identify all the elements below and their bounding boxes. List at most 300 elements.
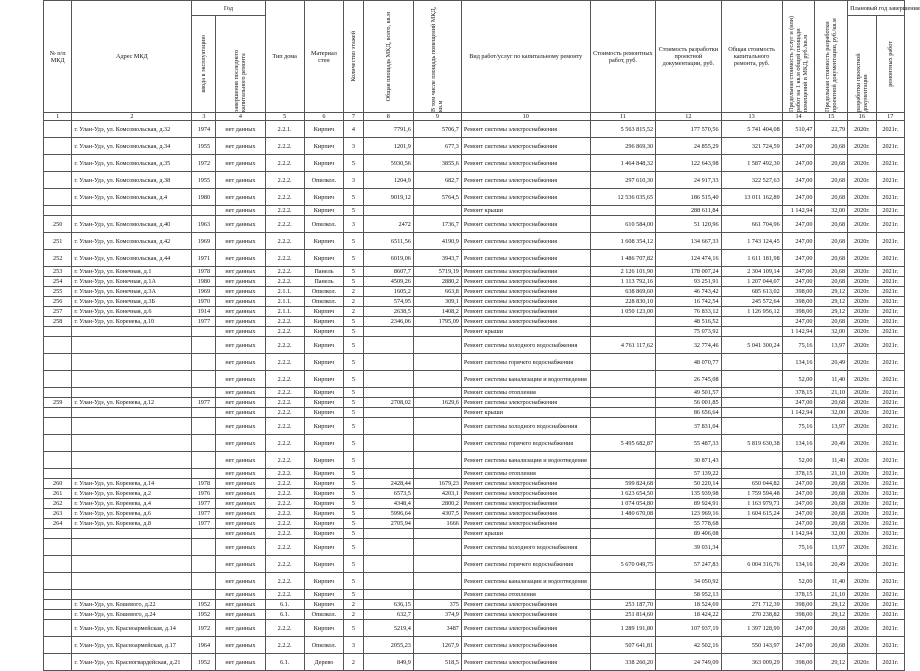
cell-addr: [72, 590, 192, 600]
cell-c2: 32 774,46: [656, 337, 721, 354]
cell-fl: 5: [344, 277, 364, 287]
cell-addr: г. Улан-Удэ, ул. Коренева, д.10: [72, 317, 192, 327]
column-number-cell: 9: [413, 113, 461, 121]
cell-y2: нет данных: [216, 388, 265, 398]
cell-type: 2.2.2.: [265, 637, 304, 654]
cell-area: 2638,5: [363, 307, 413, 317]
cell-c1: [590, 354, 655, 371]
cell-y1: 1969: [192, 233, 216, 250]
cell-c3: 1 397 128,99: [721, 620, 782, 637]
cell-y2: нет данных: [216, 590, 265, 600]
cell-y1: 1980: [192, 189, 216, 206]
cell-c3: [721, 469, 782, 479]
cell-addr: г. Улан-Удэ, ул. Комсомольская, д.40: [72, 216, 192, 233]
table-row: [44, 529, 905, 539]
cell-area: 2705,94: [363, 519, 413, 529]
cell-work: Ремонт системы электроснабжения: [461, 287, 590, 297]
cell-area2: 4307,5: [413, 509, 461, 519]
cell-n: 258: [44, 317, 72, 327]
cell-type: 2.2.2.: [265, 172, 304, 189]
cell-p2: 2021г.: [876, 354, 905, 371]
header-cell-year-built: ввода в эксплуатацию: [192, 16, 216, 113]
cell-area: [363, 556, 413, 573]
cell-area2: [413, 469, 461, 479]
cell-area2: [413, 452, 461, 469]
cell-addr: г. Улан-Удэ, ул. Конечная, д.3А: [72, 287, 192, 297]
cell-type: 2.2.2.: [265, 337, 304, 354]
cell-p2: 2021г.: [876, 509, 905, 519]
cell-mat: Опилкол.: [304, 287, 343, 297]
cell-c3: [721, 206, 782, 216]
cell-c3: 270 238,82: [721, 610, 782, 620]
cell-area: 849,9: [363, 654, 413, 671]
cell-area2: 677,3: [413, 138, 461, 155]
header-cell-limit-docs: Предельная стоимость разработки проектной документации, руб./кв.м: [815, 1, 848, 113]
cell-type: 2.2.2.: [265, 590, 304, 600]
cell-p1: 2020г.: [848, 277, 876, 287]
cell-addr: г. Улан-Удэ, ул. Красноармейская, д.17: [72, 637, 192, 654]
cell-y1: [192, 529, 216, 539]
cell-c2: 89 924,91: [656, 499, 721, 509]
cell-l2: 20,49: [815, 556, 848, 573]
cell-type: 2.2.2.: [265, 317, 304, 327]
cell-c3: 650 044,82: [721, 479, 782, 489]
cell-p2: 2021г.: [876, 556, 905, 573]
table-row: [44, 499, 905, 509]
cell-y2: нет данных: [216, 499, 265, 509]
cell-mat: Опилкол.: [304, 216, 343, 233]
cell-type: 2.2.2.: [265, 277, 304, 287]
cell-p1: 2020г.: [848, 620, 876, 637]
cell-area2: 518,5: [413, 654, 461, 671]
cell-p1: 2020г.: [848, 297, 876, 307]
column-number-cell: 1: [44, 113, 72, 121]
cell-p2: 2021г.: [876, 121, 905, 138]
cell-p1: 2020г.: [848, 371, 876, 388]
cell-p1: 2020г.: [848, 469, 876, 479]
cell-addr: [72, 327, 192, 337]
cell-addr: г. Улан-Удэ, ул. Комсомольская, д.42: [72, 233, 192, 250]
cell-c1: 228 830,10: [590, 297, 655, 307]
cell-l1: 247,00: [782, 489, 815, 499]
cell-p2: 2021г.: [876, 408, 905, 418]
cell-c3: 1 587 492,30: [721, 155, 782, 172]
cell-l1: 378,15: [782, 388, 815, 398]
cell-l2: 20,68: [815, 479, 848, 489]
cell-l1: 247,00: [782, 277, 815, 287]
cell-n: [44, 590, 72, 600]
cell-l1: 247,00: [782, 216, 815, 233]
cell-area2: 3855,6: [413, 155, 461, 172]
cell-p1: 2020г.: [848, 267, 876, 277]
cell-n: 253: [44, 267, 72, 277]
cell-area: 8607,7: [363, 267, 413, 277]
cell-n: 261: [44, 489, 72, 499]
cell-area: 4509,26: [363, 277, 413, 287]
cell-c1: 253 187,70: [590, 600, 655, 610]
cell-y2: нет данных: [216, 216, 265, 233]
cell-n: 257: [44, 307, 72, 317]
cell-p2: 2021г.: [876, 499, 905, 509]
cell-area2: [413, 590, 461, 600]
cell-c3: [721, 327, 782, 337]
cell-c1: [590, 327, 655, 337]
cell-fl: 5: [344, 337, 364, 354]
cell-y2: нет данных: [216, 277, 265, 287]
cell-c1: 1 464 848,32: [590, 155, 655, 172]
cell-type: 2.2.2.: [265, 216, 304, 233]
cell-l2: 20,68: [815, 216, 848, 233]
cell-addr: [72, 529, 192, 539]
cell-work: Ремонт системы электроснабжения: [461, 637, 590, 654]
cell-p2: 2021г.: [876, 637, 905, 654]
cell-y1: [192, 556, 216, 573]
table-row: [44, 452, 905, 469]
cell-type: 2.2.2.: [265, 418, 304, 435]
cell-y1: [192, 590, 216, 600]
cell-l1: 247,00: [782, 189, 815, 206]
cell-area2: [413, 529, 461, 539]
cell-l1: 247,00: [782, 499, 815, 509]
cell-l1: 398,00: [782, 610, 815, 620]
cell-fl: 5: [344, 418, 364, 435]
cell-y1: 1977: [192, 317, 216, 327]
cell-l2: 21,10: [815, 590, 848, 600]
cell-type: 2.2.2.: [265, 267, 304, 277]
cell-work: Ремонт системы электроснабжения: [461, 155, 590, 172]
cell-n: 252: [44, 250, 72, 267]
cell-c2: 122 643,98: [656, 155, 721, 172]
cell-area2: [413, 327, 461, 337]
cell-c3: 1 604 615,24: [721, 509, 782, 519]
cell-addr: [72, 573, 192, 590]
cell-type: 2.1.1.: [265, 287, 304, 297]
cell-fl: 5: [344, 267, 364, 277]
cell-area2: [413, 418, 461, 435]
cell-n: [44, 337, 72, 354]
cell-c1: 1 113 792,16: [590, 277, 655, 287]
cell-p1: 2020г.: [848, 600, 876, 610]
cell-n: [44, 529, 72, 539]
cell-l2: 20,68: [815, 620, 848, 637]
cell-mat: Панель: [304, 277, 343, 287]
cell-c2: 18 524,69: [656, 600, 721, 610]
cell-addr: [72, 469, 192, 479]
column-number-cell: 11: [590, 113, 655, 121]
cell-mat: Кирпич: [304, 452, 343, 469]
cell-mat: Кирпич: [304, 469, 343, 479]
cell-fl: 2: [344, 297, 364, 307]
cell-p2: 2021г.: [876, 155, 905, 172]
cell-c3: [721, 371, 782, 388]
cell-l2: 20,68: [815, 233, 848, 250]
cell-y1: 1977: [192, 499, 216, 509]
cell-l2: 29,12: [815, 307, 848, 317]
cell-c3: [721, 418, 782, 435]
cell-area2: 2880,2: [413, 277, 461, 287]
cell-fl: 5: [344, 539, 364, 556]
cell-p1: 2020г.: [848, 509, 876, 519]
cell-c2: 50 220,14: [656, 479, 721, 489]
cell-y2: нет данных: [216, 189, 265, 206]
cell-c2: 124 474,16: [656, 250, 721, 267]
cell-area: 1204,9: [363, 172, 413, 189]
cell-c1: 610 584,00: [590, 216, 655, 233]
cell-fl: 5: [344, 206, 364, 216]
cell-p1: 2020г.: [848, 590, 876, 600]
cell-area: [363, 435, 413, 452]
cell-type: 2.2.2.: [265, 499, 304, 509]
cell-y2: нет данных: [216, 556, 265, 573]
cell-c3: 1 611 181,98: [721, 250, 782, 267]
cell-l2: 32,00: [815, 327, 848, 337]
cell-y1: 1976: [192, 489, 216, 499]
cell-n: [44, 435, 72, 452]
cell-p2: 2021г.: [876, 654, 905, 671]
cell-c2: 76 833,12: [656, 307, 721, 317]
cell-y2: нет данных: [216, 307, 265, 317]
cell-area2: 3487: [413, 620, 461, 637]
cell-y2: нет данных: [216, 600, 265, 610]
cell-c3: 322 527,63: [721, 172, 782, 189]
cell-work: Ремонт системы электроснабжения: [461, 297, 590, 307]
table-row: [44, 435, 905, 452]
cell-area: [363, 388, 413, 398]
cell-type: 2.1.1.: [265, 307, 304, 317]
cell-c1: 297 610,30: [590, 172, 655, 189]
cell-p1: 2020г.: [848, 206, 876, 216]
cell-work: Ремонт системы электроснабжения: [461, 489, 590, 499]
cell-c2: 288 611,84: [656, 206, 721, 216]
cell-c1: 638 869,60: [590, 287, 655, 297]
cell-area: 1605,2: [363, 287, 413, 297]
cell-area: [363, 529, 413, 539]
cell-p2: 2021г.: [876, 287, 905, 297]
cell-c1: 1 608 354,12: [590, 233, 655, 250]
cell-mat: Опилкол.: [304, 172, 343, 189]
cell-area2: 1629,6: [413, 398, 461, 408]
cell-p2: 2021г.: [876, 307, 905, 317]
cell-l1: 1 142,94: [782, 327, 815, 337]
header-cell-cost-docs: Стоимость разработки проектной документации, руб.: [656, 1, 721, 113]
cell-y2: нет данных: [216, 371, 265, 388]
cell-addr: [72, 556, 192, 573]
cell-area2: 1666: [413, 519, 461, 529]
cell-l1: 1 142,94: [782, 408, 815, 418]
cell-area2: 5764,5: [413, 189, 461, 206]
cell-l1: 75,16: [782, 418, 815, 435]
cell-p1: 2020г.: [848, 398, 876, 408]
table-row: [44, 573, 905, 590]
cell-addr: [72, 354, 192, 371]
cell-p1: 2020г.: [848, 354, 876, 371]
cell-area: [363, 418, 413, 435]
cell-mat: Кирпич: [304, 539, 343, 556]
cell-type: 2.2.2.: [265, 388, 304, 398]
cell-p1: 2020г.: [848, 573, 876, 590]
cell-l2: 20,68: [815, 267, 848, 277]
cell-l1: 247,00: [782, 519, 815, 529]
cell-area2: 309,1: [413, 297, 461, 307]
cell-p2: 2021г.: [876, 233, 905, 250]
cell-work: Ремонт крыши: [461, 206, 590, 216]
cell-area2: 1795,09: [413, 317, 461, 327]
cell-y1: 1952: [192, 654, 216, 671]
cell-n: [44, 637, 72, 654]
cell-addr: г. Улан-Удэ, ул. Комсомольская, д.35: [72, 155, 192, 172]
cell-c1: [590, 371, 655, 388]
cell-type: 2.2.2.: [265, 620, 304, 637]
cell-n: 250: [44, 216, 72, 233]
cell-work: Ремонт системы электроснабжения: [461, 138, 590, 155]
header-cell-year-repair: завершения последнего капитального ремонта: [216, 16, 265, 113]
cell-c3: [721, 519, 782, 529]
cell-n: [44, 452, 72, 469]
cell-c1: 1 623 654,50: [590, 489, 655, 499]
cell-fl: 5: [344, 620, 364, 637]
cell-area2: 3943,7: [413, 250, 461, 267]
cell-work: Ремонт крыши: [461, 327, 590, 337]
cell-mat: Кирпич: [304, 489, 343, 499]
cell-addr: [72, 539, 192, 556]
cell-mat: Кирпич: [304, 327, 343, 337]
cell-area: [363, 539, 413, 556]
cell-mat: Кирпич: [304, 206, 343, 216]
column-number-cell: 17: [876, 113, 905, 121]
cell-c3: 271 712,39: [721, 600, 782, 610]
cell-n: 255: [44, 287, 72, 297]
cell-l1: 1 142,94: [782, 206, 815, 216]
cell-p1: 2020г.: [848, 388, 876, 398]
cell-work: Ремонт системы электроснабжения: [461, 509, 590, 519]
cell-p2: 2021г.: [876, 216, 905, 233]
cell-c3: [721, 408, 782, 418]
cell-c1: 2 126 101,90: [590, 267, 655, 277]
table-row: [44, 371, 905, 388]
cell-c1: [590, 206, 655, 216]
cell-c2: 93 251,91: [656, 277, 721, 287]
header-cell-plan: Плановый год завершения: [848, 1, 905, 16]
cell-type: 2.2.2.: [265, 138, 304, 155]
cell-l2: 13,97: [815, 337, 848, 354]
cell-p2: 2021г.: [876, 418, 905, 435]
cell-area2: [413, 337, 461, 354]
cell-mat: Кирпич: [304, 519, 343, 529]
cell-work: Ремонт системы электроснабжения: [461, 600, 590, 610]
cell-y1: [192, 354, 216, 371]
cell-c1: 5 670 049,75: [590, 556, 655, 573]
cell-mat: Опилкол.: [304, 297, 343, 307]
cell-c2: 48 070,77: [656, 354, 721, 371]
cell-p1: 2020г.: [848, 452, 876, 469]
cell-p1: 2020г.: [848, 216, 876, 233]
cell-mat: Кирпич: [304, 418, 343, 435]
cell-c3: [721, 354, 782, 371]
cell-y1: 1955: [192, 138, 216, 155]
cell-y1: 1964: [192, 637, 216, 654]
cell-fl: 5: [344, 435, 364, 452]
cell-y2: нет данных: [216, 479, 265, 489]
cell-area: 6019,06: [363, 250, 413, 267]
cell-work: Ремонт системы холодного водоснабжения: [461, 539, 590, 556]
cell-y2: нет данных: [216, 206, 265, 216]
cell-mat: Кирпич: [304, 371, 343, 388]
cell-l2: 11,40: [815, 371, 848, 388]
cell-n: 264: [44, 519, 72, 529]
cell-p1: 2020г.: [848, 499, 876, 509]
cell-mat: Кирпич: [304, 573, 343, 590]
cell-mat: Кирпич: [304, 189, 343, 206]
cell-fl: 5: [344, 408, 364, 418]
cell-l1: 247,00: [782, 267, 815, 277]
cell-c2: 49 501,57: [656, 388, 721, 398]
cell-y2: нет данных: [216, 233, 265, 250]
cell-l1: 247,00: [782, 317, 815, 327]
cell-area2: 1679,23: [413, 479, 461, 489]
cell-c1: 5 495 682,87: [590, 435, 655, 452]
cell-fl: 5: [344, 573, 364, 590]
cell-area2: 4203,1: [413, 489, 461, 499]
header-cell-area: Общая площадь МКД, всего, кв.м: [363, 1, 413, 113]
cell-mat: Опилкол.: [304, 610, 343, 620]
table-row: [44, 121, 905, 138]
cell-fl: 3: [344, 172, 364, 189]
table-row: [44, 216, 905, 233]
cell-l1: 247,00: [782, 155, 815, 172]
cell-c1: [590, 418, 655, 435]
cell-n: [44, 354, 72, 371]
cell-c2: 57 247,83: [656, 556, 721, 573]
cell-mat: Кирпич: [304, 354, 343, 371]
cell-c3: [721, 398, 782, 408]
cell-y2: нет данных: [216, 610, 265, 620]
cell-c3: 5 041 300,24: [721, 337, 782, 354]
cell-n: [44, 388, 72, 398]
cell-mat: Кирпич: [304, 337, 343, 354]
cell-l2: 32,00: [815, 529, 848, 539]
column-number-row: [44, 113, 905, 121]
table-row: [44, 327, 905, 337]
cell-l2: 20,68: [815, 250, 848, 267]
cell-c1: [590, 452, 655, 469]
cell-n: [44, 206, 72, 216]
table-row: [44, 388, 905, 398]
cell-area2: [413, 206, 461, 216]
cell-addr: г. Улан-Удэ, ул. Коренева, д.4: [72, 499, 192, 509]
cell-c2: 107 937,19: [656, 620, 721, 637]
cell-c3: 550 143,97: [721, 637, 782, 654]
cell-work: Ремонт системы электроснабжения: [461, 216, 590, 233]
header-cell-cost-total: Общая стоимость капитального ремонта, руб.: [721, 1, 782, 113]
table-row: [44, 600, 905, 610]
cell-c3: 13 011 162,89: [721, 189, 782, 206]
cell-work: Ремонт системы горячего водоснабжения: [461, 435, 590, 452]
cell-c2: 51 120,96: [656, 216, 721, 233]
header-cell-plan-work: ремонтных работ: [876, 16, 905, 113]
cell-p2: 2021г.: [876, 138, 905, 155]
cell-fl: 5: [344, 398, 364, 408]
cell-addr: г. Улан-Удэ, ул. Конечная, д.1: [72, 267, 192, 277]
cell-y1: 1978: [192, 267, 216, 277]
cell-fl: 5: [344, 388, 364, 398]
cell-area2: [413, 388, 461, 398]
cell-fl: 3: [344, 637, 364, 654]
cell-p2: 2021г.: [876, 469, 905, 479]
cell-c2: 18 424,22: [656, 610, 721, 620]
cell-c1: [590, 398, 655, 408]
cell-n: 263: [44, 509, 72, 519]
cell-y1: 1972: [192, 620, 216, 637]
